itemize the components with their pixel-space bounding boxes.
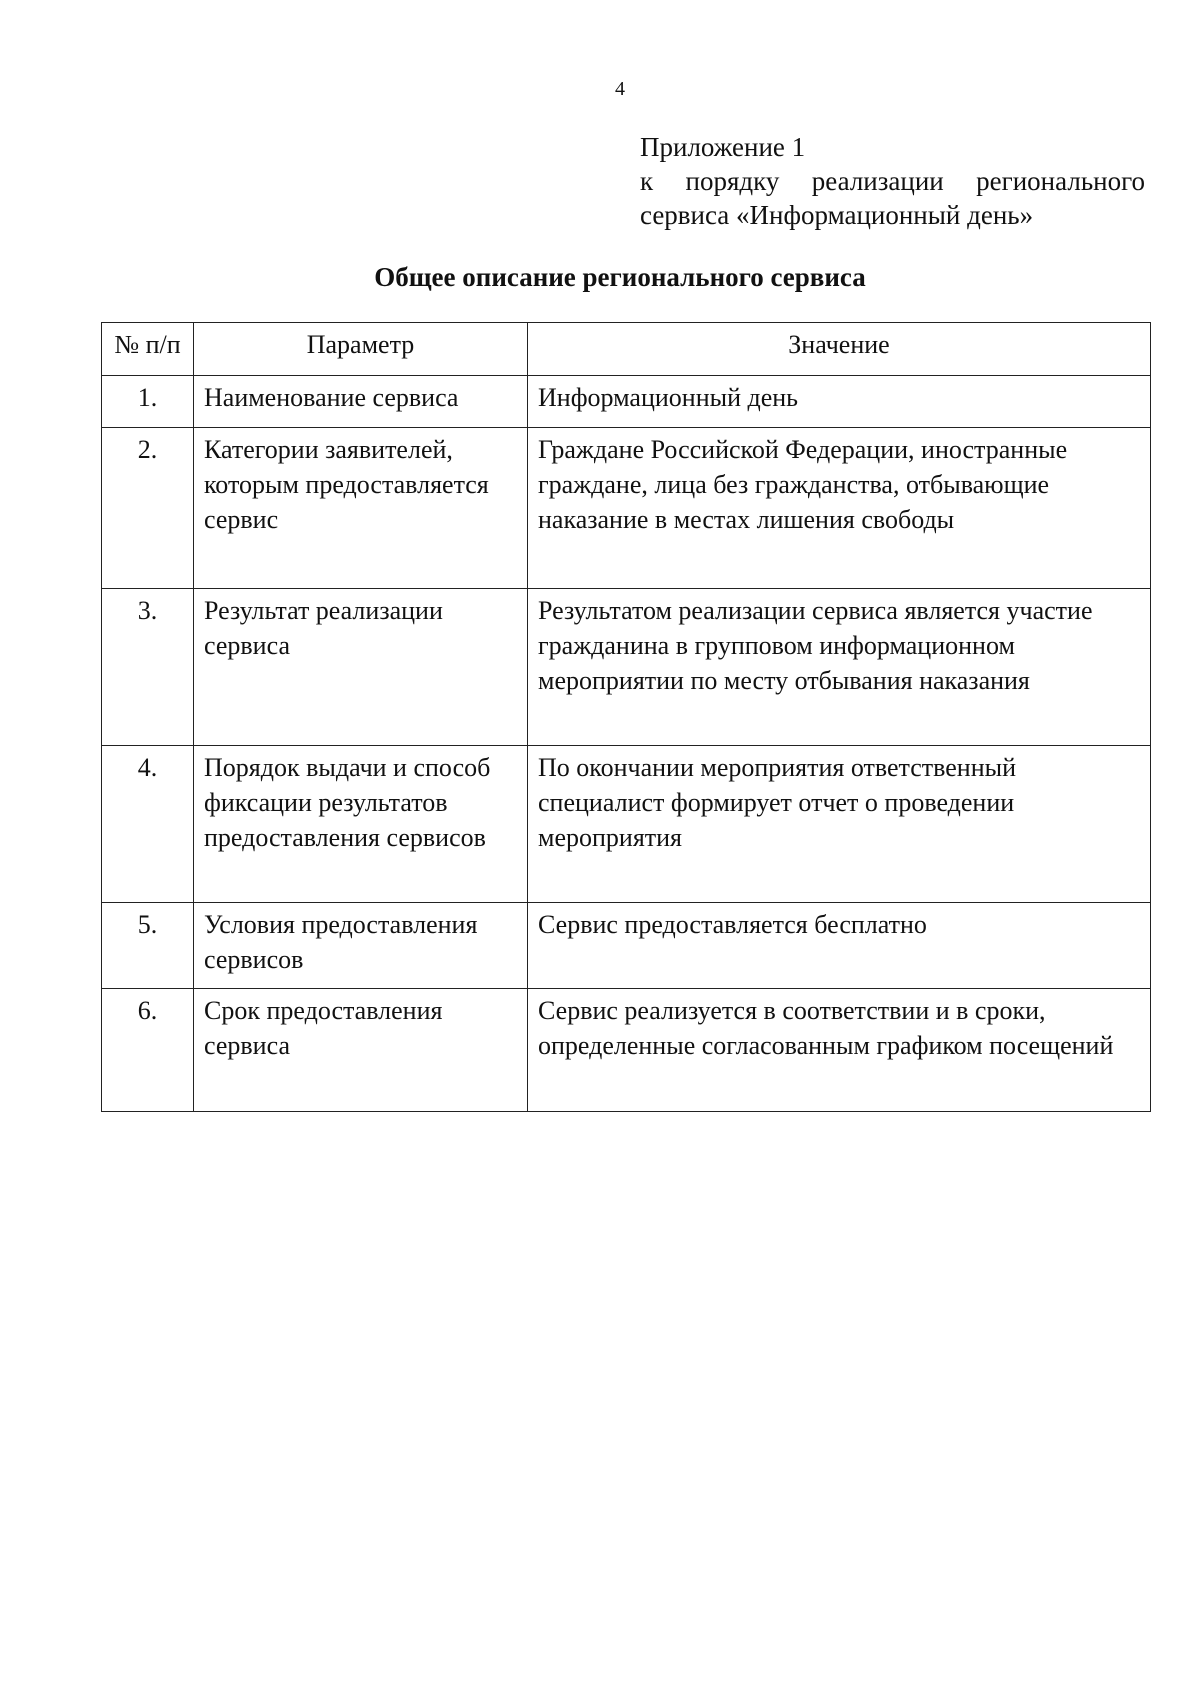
table-row — [102, 746, 1151, 903]
row-value: Граждане Российской Федерации, иностранные граждане, лица без гражданства, отбывающие наказание в местах лишения свободы — [528, 428, 1151, 589]
header-num: № п/п — [102, 323, 194, 376]
table-row — [102, 989, 1151, 1112]
table-header-row — [102, 323, 1151, 376]
row-num: 3. — [102, 589, 194, 746]
appendix-line-1: Приложение 1 — [640, 132, 806, 162]
row-param: Порядок выдачи и способ фиксации результатов предоставления сервисов — [194, 746, 528, 903]
service-description-table — [101, 322, 1151, 1112]
row-value: По окончании мероприятия ответственный специалист формирует отчет о проведении мероприятия — [528, 746, 1151, 903]
row-value: Сервис реализуется в соответствии и в сроки, определенные согласованным графиком посещений — [528, 989, 1151, 1112]
page-number: 4 — [615, 78, 625, 100]
row-value: Сервис предоставляется бесплатно — [528, 903, 1151, 989]
table-row — [102, 903, 1151, 989]
table-row — [102, 589, 1151, 746]
row-value: Информационный день — [528, 376, 1151, 428]
table-row — [102, 428, 1151, 589]
row-param: Результат реализации сервиса — [194, 589, 528, 746]
row-num: 5. — [102, 903, 194, 989]
document-title: Общее описание регионального сервиса — [374, 262, 866, 292]
row-param: Условия предоставления сервисов — [194, 903, 528, 989]
row-num: 1. — [102, 376, 194, 428]
row-num: 2. — [102, 428, 194, 589]
row-num: 4. — [102, 746, 194, 903]
row-param: Наименование сервиса — [194, 376, 528, 428]
header-param: Параметр — [194, 323, 528, 376]
row-value: Результатом реализации сервиса является участие гражданина в групповом информационном мероприятии по месту отбывания наказания — [528, 589, 1151, 746]
appendix-header — [640, 130, 1145, 232]
appendix-line-3: сервиса «Информационный день» — [640, 200, 1034, 230]
table-row — [102, 376, 1151, 428]
row-num: 6. — [102, 989, 194, 1112]
header-value: Значение — [528, 323, 1151, 376]
row-param: Срок предоставления сервиса — [194, 989, 528, 1112]
row-param: Категории заявителей, которым предоставляется сервис — [194, 428, 528, 589]
appendix-line-2: к порядку реализации регионального — [640, 166, 1145, 196]
